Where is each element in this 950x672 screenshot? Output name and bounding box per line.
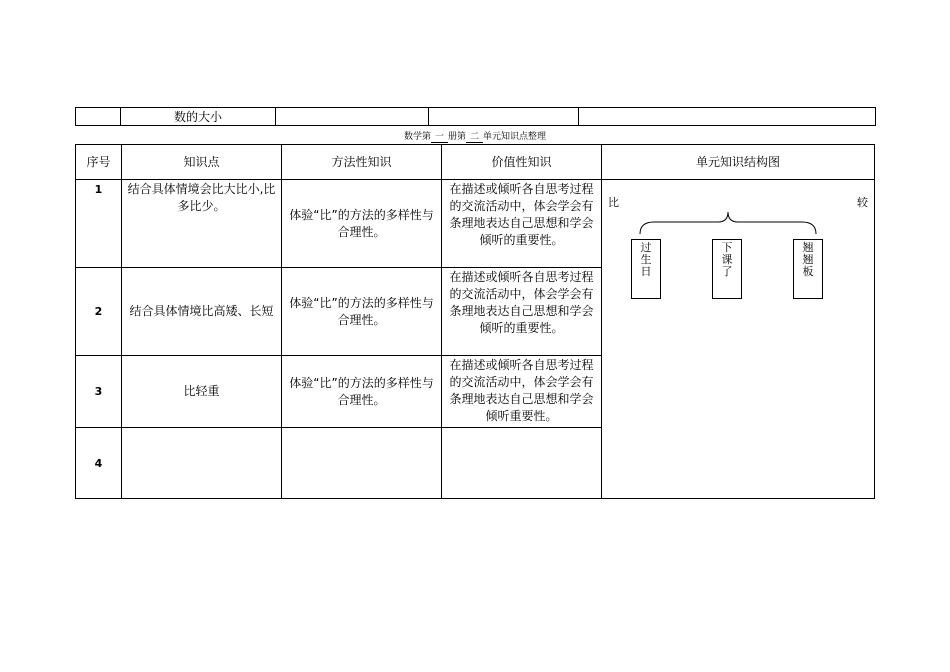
box-char: 过: [640, 241, 652, 254]
row-value: [442, 428, 602, 499]
top-cell-5: [579, 108, 876, 126]
box-char: 板: [802, 265, 814, 278]
caption-prefix: 数学第: [403, 132, 431, 142]
row-knowledge: [122, 428, 282, 499]
header-knowledge: 知识点: [122, 145, 282, 180]
structure-box-2: [712, 239, 742, 299]
knowledge-table: [75, 144, 875, 499]
caption-unit: 二: [466, 129, 483, 143]
row-value: 在描述或倾听各自思考过程的交流活动中，体会学会有条理地表达自己思想和学会倾听的重要性。: [442, 268, 602, 356]
top-table-row: [75, 107, 876, 126]
box-char: 翘: [802, 253, 814, 266]
caption-mid: 册第: [447, 132, 466, 142]
top-cell-4: [429, 108, 579, 126]
box-char: 了: [721, 265, 733, 278]
structure-diagram: [602, 180, 874, 498]
top-cell-1: [76, 108, 121, 126]
row-knowledge: 比轻重: [122, 356, 282, 428]
header-method: 方法性知识: [282, 145, 442, 180]
row-method: 体验“比”的方法的多样性与合理性。: [282, 180, 442, 268]
box-char: 课: [721, 253, 733, 266]
row-num: 4: [76, 428, 122, 499]
box-char: 下: [721, 241, 733, 254]
top-cell-3: [276, 108, 429, 126]
header-structure: 单元知识结构图: [602, 145, 875, 180]
row-value: 在描述或倾听各自思考过程的交流活动中，体会学会有条理地表达自己思想和学会倾听的重要性。: [442, 180, 602, 268]
header-value: 价值性知识: [442, 145, 602, 180]
caption-volume: 一: [431, 129, 448, 143]
curly-brace-icon: [638, 210, 818, 236]
top-cell-2: 数的大小: [121, 108, 276, 126]
structure-box-1: [631, 239, 661, 299]
row-num: 3: [76, 356, 122, 428]
table-caption: [0, 129, 950, 143]
structure-cell: [602, 180, 875, 499]
structure-right-label: 较: [857, 196, 868, 209]
box-char: 生: [640, 253, 652, 266]
row-method: [282, 428, 442, 499]
row-method: 体验“比”的方法的多样性与合理性。: [282, 268, 442, 356]
table-row: [76, 180, 875, 268]
box-char: 翘: [802, 241, 814, 254]
row-method: 体验“比”的方法的多样性与合理性。: [282, 356, 442, 428]
row-knowledge: 结合具体情境比高矮、长短: [122, 268, 282, 356]
caption-suffix: 单元知识点整理: [483, 132, 547, 142]
structure-left-label: 比: [608, 196, 619, 209]
structure-box-3: [793, 239, 823, 299]
row-knowledge: 结合具体情境会比大比小,比多比少。: [122, 180, 282, 268]
box-char: 日: [640, 265, 652, 278]
header-num: 序号: [76, 145, 122, 180]
row-value: 在描述或倾听各自思考过程的交流活动中，体会学会有条理地表达自己思想和学会倾听重要性。: [442, 356, 602, 428]
row-num: 1: [76, 180, 122, 268]
row-num: 2: [76, 268, 122, 356]
